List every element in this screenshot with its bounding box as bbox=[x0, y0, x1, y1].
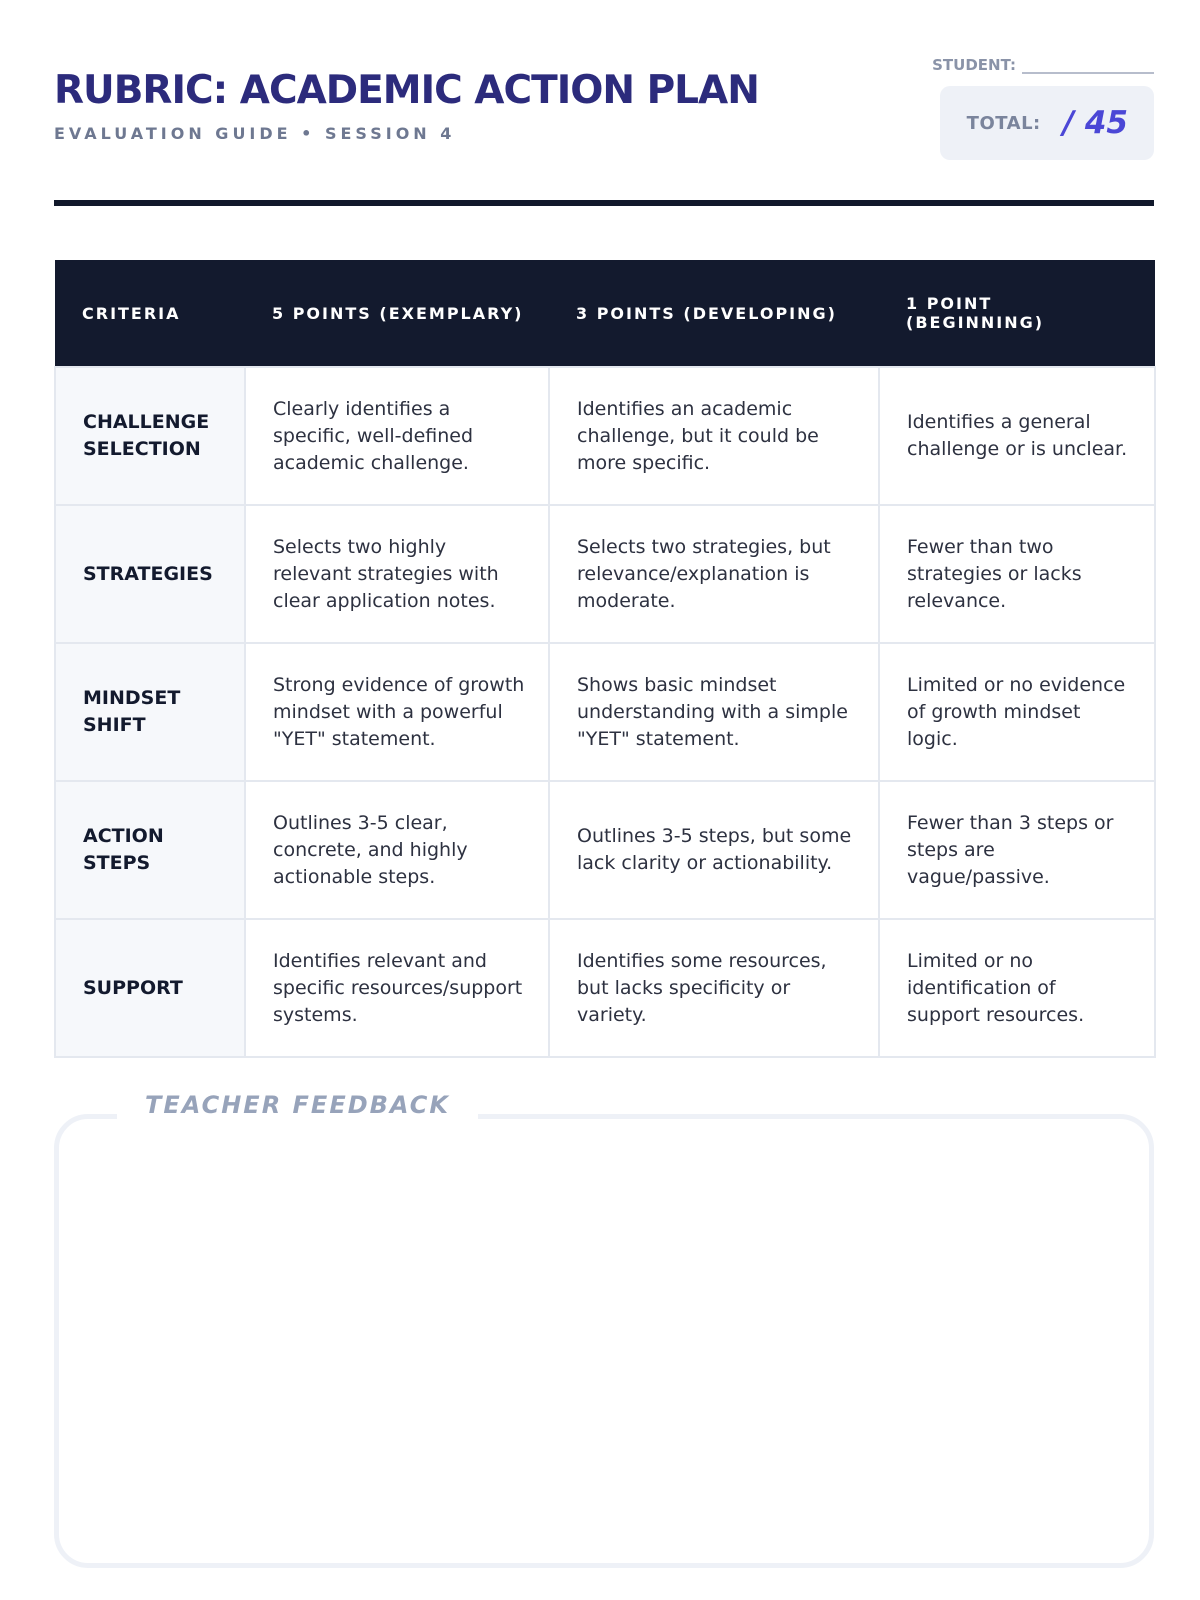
table-row bbox=[55, 643, 1155, 781]
exemplary-cell: Outlines 3-5 clear, concrete, and highly actionable steps. bbox=[245, 781, 549, 919]
beginning-cell: Limited or no evidence of growth mindset logic. bbox=[879, 643, 1155, 781]
table-row bbox=[55, 919, 1155, 1057]
developing-cell: Identifies some resources, but lacks specificity or variety. bbox=[549, 919, 879, 1057]
teacher-feedback-label: TEACHER FEEDBACK bbox=[117, 1091, 478, 1119]
total-value: / 45 bbox=[1062, 105, 1128, 141]
column-header-criteria: CRITERIA bbox=[55, 260, 245, 367]
beginning-cell: Fewer than two strategies or lacks relevance. bbox=[879, 505, 1155, 643]
table-row bbox=[55, 367, 1155, 505]
table-row bbox=[55, 505, 1155, 643]
table-row bbox=[55, 781, 1155, 919]
header-divider bbox=[54, 200, 1154, 206]
student-name-line bbox=[1022, 56, 1154, 74]
developing-cell: Outlines 3-5 steps, but some lack clarity or actionability. bbox=[549, 781, 879, 919]
table-header-row bbox=[55, 260, 1155, 367]
developing-cell: Shows basic mindset understanding with a simple "YET" statement. bbox=[549, 643, 879, 781]
page-header bbox=[54, 0, 1154, 210]
beginning-cell: Limited or no identification of support resources. bbox=[879, 919, 1155, 1057]
beginning-cell: Fewer than 3 steps or steps are vague/passive. bbox=[879, 781, 1155, 919]
page-title: RUBRIC: ACADEMIC ACTION PLAN bbox=[54, 68, 759, 113]
total-label: TOTAL: bbox=[966, 112, 1041, 134]
exemplary-cell: Strong evidence of growth mindset with a powerful "YET" statement. bbox=[245, 643, 549, 781]
criterion-cell: STRATEGIES bbox=[55, 505, 245, 643]
page-subtitle: EVALUATION GUIDE • SESSION 4 bbox=[54, 124, 456, 143]
developing-cell: Identifies an academic challenge, but it could be more specific. bbox=[549, 367, 879, 505]
total-score-box bbox=[940, 86, 1154, 160]
criterion-cell: ACTION STEPS bbox=[55, 781, 245, 919]
criterion-cell: MINDSET SHIFT bbox=[55, 643, 245, 781]
beginning-cell: Identifies a general challenge or is unclear. bbox=[879, 367, 1155, 505]
teacher-feedback-box[interactable] bbox=[54, 1091, 1154, 1568]
column-header-beginning: 1 POINT (BEGINNING) bbox=[879, 260, 1155, 367]
student-field bbox=[932, 56, 1154, 74]
column-header-developing: 3 POINTS (DEVELOPING) bbox=[549, 260, 879, 367]
criterion-cell: CHALLENGE SELECTION bbox=[55, 367, 245, 505]
student-label: STUDENT: bbox=[932, 56, 1016, 74]
exemplary-cell: Clearly identifies a specific, well-defined academic challenge. bbox=[245, 367, 549, 505]
exemplary-cell: Identifies relevant and specific resources/support systems. bbox=[245, 919, 549, 1057]
column-header-exemplary: 5 POINTS (EXEMPLARY) bbox=[245, 260, 549, 367]
rubric-page bbox=[54, 0, 1154, 1600]
criterion-cell: SUPPORT bbox=[55, 919, 245, 1057]
developing-cell: Selects two strategies, but relevance/explanation is moderate. bbox=[549, 505, 879, 643]
rubric-table bbox=[54, 260, 1156, 1058]
exemplary-cell: Selects two highly relevant strategies with clear application notes. bbox=[245, 505, 549, 643]
